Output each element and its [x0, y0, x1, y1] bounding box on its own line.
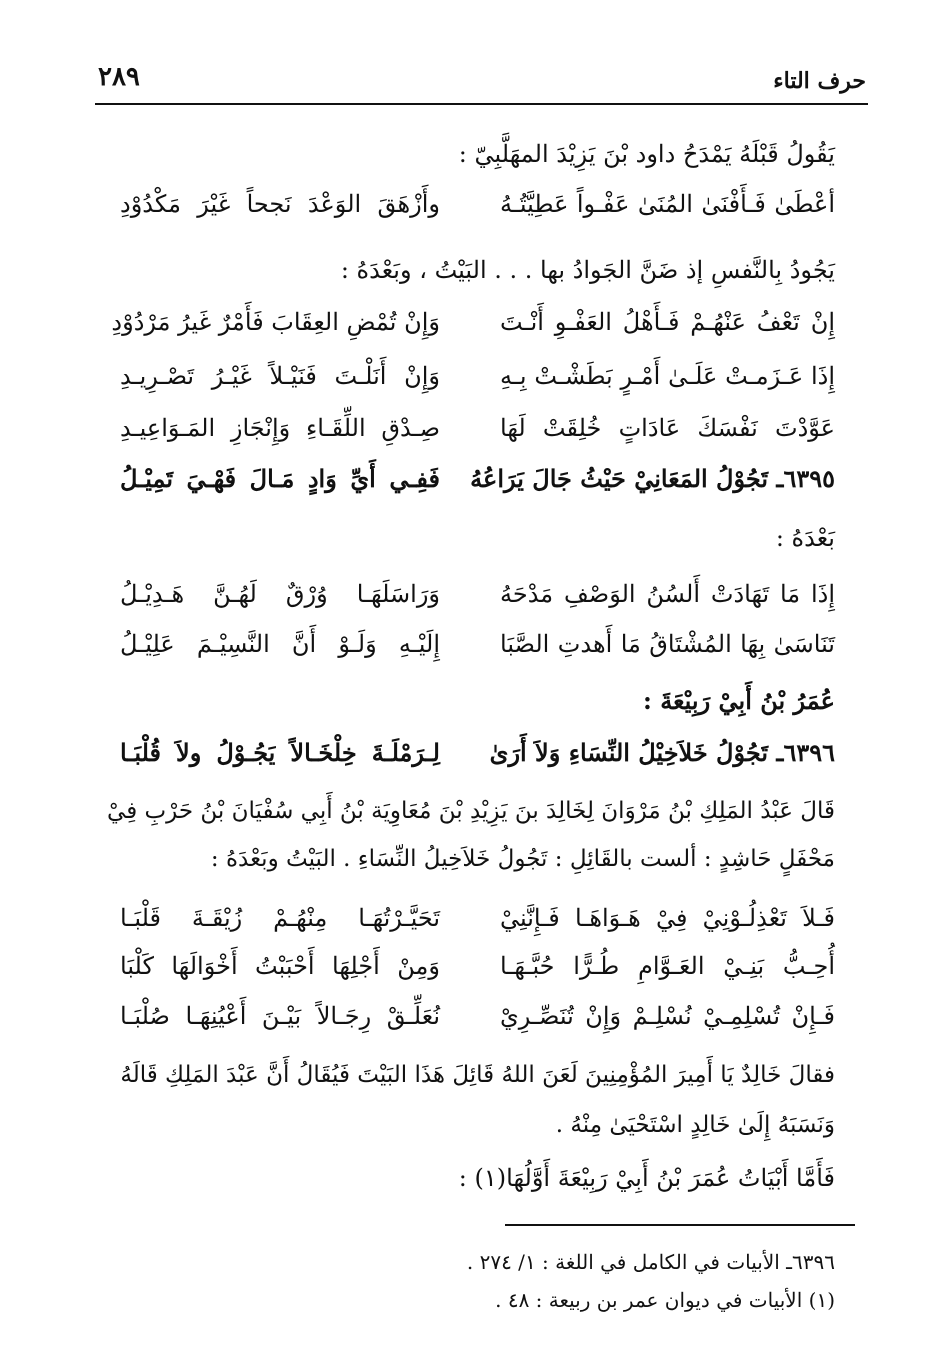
verse-line [120, 630, 835, 670]
verse-second-hemistich: وأَزْهَقَ الوَعْدَ نَجحاً غَيْرَ مَكْدُوْدِ [120, 190, 440, 218]
verse-second-hemistich: وَإِنْ تُمْضِ العِقَابَ فَأَمْرٌ غَيرُ مَرْدُوْدِ [111, 308, 440, 336]
header-rule [95, 103, 868, 105]
text-line: يَجُودُ بِالنَّفسِ إذ ضَنَّ الجَوادُ بها . . . البَيْتُ ، وبَعْدَهُ : [340, 256, 835, 284]
verse-second-hemistich: وَمِنْ أَجْلِهَا أَحْبَبْتُ أَخْوَالَهَا كَلْبَا [120, 952, 440, 980]
verse-second-hemistich: وَإِنْ أَنَلْـتَ فَنَيْـلاً غَيْـرُ تَصْـرِيـدِ [120, 362, 440, 390]
verse-first-hemistich: ٦٣٩٦ـ تَجُوْلُ خَلاَخِيْلُ النِّسَاءِ وَلاَ أَرَىٰ [489, 738, 835, 767]
page-number: ٢٨٩ [98, 62, 140, 92]
paragraph-line: وَنَسَبَهُ إِلَىٰ خَالِدٍ اسْتَحْيَىٰ مِنْهُ . [555, 1112, 835, 1138]
verse-first-hemistich: ٦٣٩٥ـ تَجُوْلُ المَعَانِيْ حَيْثُ جَالَ يَرَاعُهُ [470, 464, 835, 493]
verse-first-hemistich: فَـلاَ تَعْذِلُـوْنِيْ فِيْ هَـوَاهَـا فَـإِنَّنِيْ [500, 904, 835, 932]
verse-line [120, 952, 835, 992]
paragraph-line: فَأَمَّا أَبْيَاتُ عُمَرَ بْنُ أَبِيْ رَبِيْعَةَ أَوَّلُهَا(١) : [458, 1164, 835, 1192]
verse-first-hemistich: عَوَّدْتَ نَفْسَكَ عَادَاتٍ خُلِقَتْ لَهَا [500, 414, 835, 442]
verse-line [120, 414, 835, 454]
verse-line [120, 1002, 835, 1042]
chapter-title: حرف التاء [773, 68, 866, 94]
verse-line [111, 308, 835, 348]
verse-first-hemistich: إِذَا عَـزَمـتْ عَلَـىٰ أَمْـرٍ بَطَشْـتْ بِـهِ [500, 362, 835, 390]
verse-second-hemistich: فَفِـي أَيِّ وَادٍ مَـالَ فَهْـيَ تَمِيْـلُ [120, 464, 440, 493]
footnote-rule [505, 1224, 855, 1226]
verse-second-hemistich: إِلَيْـهِ وَلَـوْ أَنَّ النَّسِيْـمَ عَلِيْـلُ [120, 630, 440, 658]
verse-first-hemistich: أعْطَىٰ فَـأَفْنَىٰ المُنَىٰ عَفْـواً عَطِيَّتُـهُ [500, 190, 835, 218]
text-line: بَعْدَهُ : [775, 524, 835, 552]
verse-line [120, 190, 835, 230]
entry-6395 [120, 464, 835, 504]
verse-second-hemistich: صِـدْقِ اللِّقَـاءِ وَإِنْجَازِ المَـوَاعِيـدِ [120, 414, 440, 442]
paragraph-line: مَحْفَلٍ حَاشِدٍ : ألست بالقَائِلِ : تَجُولُ خَلاَخِيلُ النِّسَاءِ . البَيْتُ وبَعْدَهُ : [210, 846, 835, 872]
paragraph-line: قَالَ عَبْدُ المَلِكِ بْنُ مَرْوَانَ لِخَالِدَ بنَ يَزِيْدِ بْنَ مُعَاوِيَة بْنُ أَبِي سُفْيَانَ بْنُ حَرْبِ فِيْ [107, 798, 835, 824]
verse-line [120, 580, 835, 620]
footnote: ٦٣٩٦ـ الأبيات في الكامل في اللغة : ١/ ٢٧٤ . [466, 1250, 835, 1274]
verse-first-hemistich: إِنْ تَعْفُ عَنْهُـمْ فَـأَهْلُ العَفْـوِ أَنْـتَ [500, 308, 835, 336]
verse-second-hemistich: لِـرَمْلَـةَ خِلْخَـالاً يَجُـوْلُ ولاَ قُلْبَـا [120, 738, 440, 767]
verse-first-hemistich: أُحِـبُّ بَنِـيْ العَـوَّامِ طُـرًّا حُبَّـهَـا [500, 952, 835, 980]
verse-second-hemistich: نُعَلِّـقْ رِجَـالاً بَيْـنَ أَعْيُنِهَـا صُلْبَـا [120, 1002, 440, 1030]
verse-first-hemistich: إِذَا مَا تَهَادَتْ أَلسُنُ الوَصْفِ مَدْحَهُ [500, 580, 835, 608]
intro-line: يَقُولُ قَبْلَهُ يَمْدَحُ داود بْنَ يَزِيْدَ المهَلَّبِيّ : [458, 140, 835, 168]
verse-second-hemistich: تَحَيَّـرْتُهَـا مِنْهُـمْ زُيْقَـةَ قَلْبَـا [120, 904, 440, 932]
verse-first-hemistich: فَـإِنْ تُسْلِمِـيْ نُسْلِـمْ وَإِنْ تُنَصِّـرِيْ [500, 1002, 835, 1030]
verse-line [120, 904, 835, 944]
verse-first-hemistich: تَنَاسَىٰ بِهَا المُشْتَاقُ مَا أَهدتِ الصَّبَا [500, 630, 835, 658]
footnote: (١) الأبيات في ديوان عمر بن ربيعة : ٤٨ . [495, 1288, 835, 1312]
entry-6396 [120, 738, 835, 778]
poet-name: عُمَرُ بْنُ أَبِيْ رَبِيْعَةَ : [643, 686, 835, 715]
paragraph-line: فقالَ خَالِدٌ يَا أَمِيرَ المُؤْمِنِينَ لَعَنَ اللهُ قَائِلَ هَذَا البَيْتَ فَيُقَالُ أَنَّ عَبْدَ المَلِكِ قَالَهُ [120, 1062, 835, 1088]
verse-second-hemistich: وَرَاسَلَهَـا وُرْقٌ لَهُـنَّ هَـدِيْـلُ [120, 580, 440, 608]
verse-line [120, 362, 835, 402]
